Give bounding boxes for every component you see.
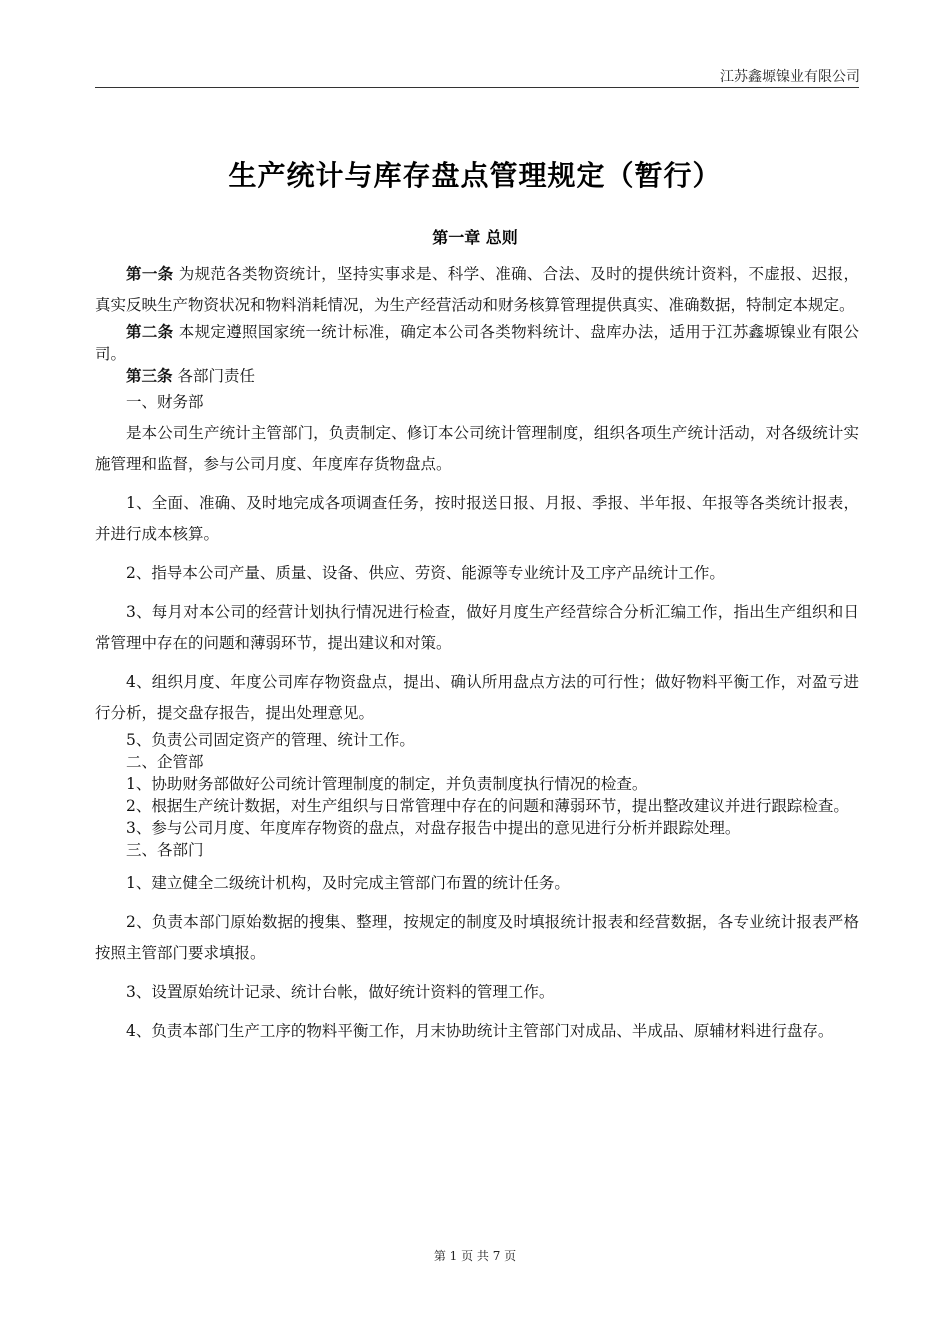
enterprise-item: 3、参与公司月度、年度库存物资的盘点，对盘存报告中提出的意见进行分析并跟踪处理。 (126, 819, 741, 837)
finance-item: 4、组织月度、年度公司库存物资盘点，提出、确认所用盘点方法的可行性；做好物料平衡工作，对盈亏进行分析，提交盘存报告，提出处理意见。 (95, 673, 859, 722)
article-2-text: 本规定遵照国家统一统计标准，确定本公司各类物料统计、盘库办法，适用于江苏鑫塬镍业有限公司。 (95, 323, 859, 363)
article-3 (95, 365, 859, 387)
finance-item: 1、全面、准确、及时地完成各项调查任务，按时报送日报、月报、季报、半年报、年报等各类统计报表，并进行成本核算。 (95, 494, 859, 543)
document-title: 生产统计与库存盘点管理规定（暂行） (228, 159, 722, 192)
finance-item: 2、指导本公司产量、质量、设备、供应、劳资、能源等专业统计及工序产品统计工作。 (126, 564, 725, 582)
article-1 (95, 258, 859, 321)
article-2 (95, 321, 859, 365)
section-heading-departments: 三、各部门 (126, 841, 204, 859)
article-3-label: 第三条 (126, 366, 173, 385)
finance-intro: 是本公司生产统计主管部门，负责制定、修订本公司统计管理制度，组织各项生产统计活动，对各级统计实施管理和监督，参与公司月度、年度库存货物盘点。 (95, 424, 859, 473)
page-number: 第 1 页 共 7 页 (433, 1249, 517, 1263)
header-divider (95, 87, 859, 88)
finance-item: 3、每月对本公司的经营计划执行情况进行检查，做好月度生产经营综合分析汇编工作，指出生产组织和日常管理中存在的问题和薄弱环节，提出建议和对策。 (95, 603, 859, 652)
article-3-text: 各部门责任 (172, 367, 255, 385)
departments-item: 1、建立健全二级统计机构，及时完成主管部门布置的统计任务。 (126, 874, 570, 892)
departments-item: 3、设置原始统计记录、统计台帐，做好统计资料的管理工作。 (126, 983, 555, 1001)
enterprise-item: 2、根据生产统计数据，对生产组织与日常管理中存在的问题和薄弱环节，提出整改建议并进行跟踪检查。 (126, 797, 849, 815)
article-1-text: 为规范各类物资统计，坚持实事求是、科学、准确、合法、及时的提供统计资料，不虚报、迟报，真实反映生产物资状况和物料消耗情况，为生产经营活动和财务核算管理提供真实、准确数据，特制定本规定。 (95, 265, 859, 314)
departments-item: 2、负责本部门原始数据的搜集、整理，按规定的制度及时填报统计报表和经营数据，各专业统计报表严格按照主管部门要求填报。 (95, 913, 859, 962)
chapter-heading: 第一章 总则 (432, 228, 518, 247)
section-heading-finance: 一、财务部 (126, 393, 204, 411)
section-heading-enterprise: 二、企管部 (126, 753, 204, 771)
enterprise-item: 1、协助财务部做好公司统计管理制度的制定，并负责制度执行情况的检查。 (126, 775, 648, 793)
departments-item: 4、负责本部门生产工序的物料平衡工作，月末协助统计主管部门对成品、半成品、原辅材料进行盘存。 (126, 1022, 834, 1040)
finance-item: 5、负责公司固定资产的管理、统计工作。 (126, 731, 415, 749)
header-company-name: 江苏鑫塬镍业有限公司 (720, 69, 860, 85)
article-2-label: 第二条 (126, 322, 174, 341)
document-body (95, 258, 859, 1047)
article-1-label: 第一条 (126, 264, 174, 283)
